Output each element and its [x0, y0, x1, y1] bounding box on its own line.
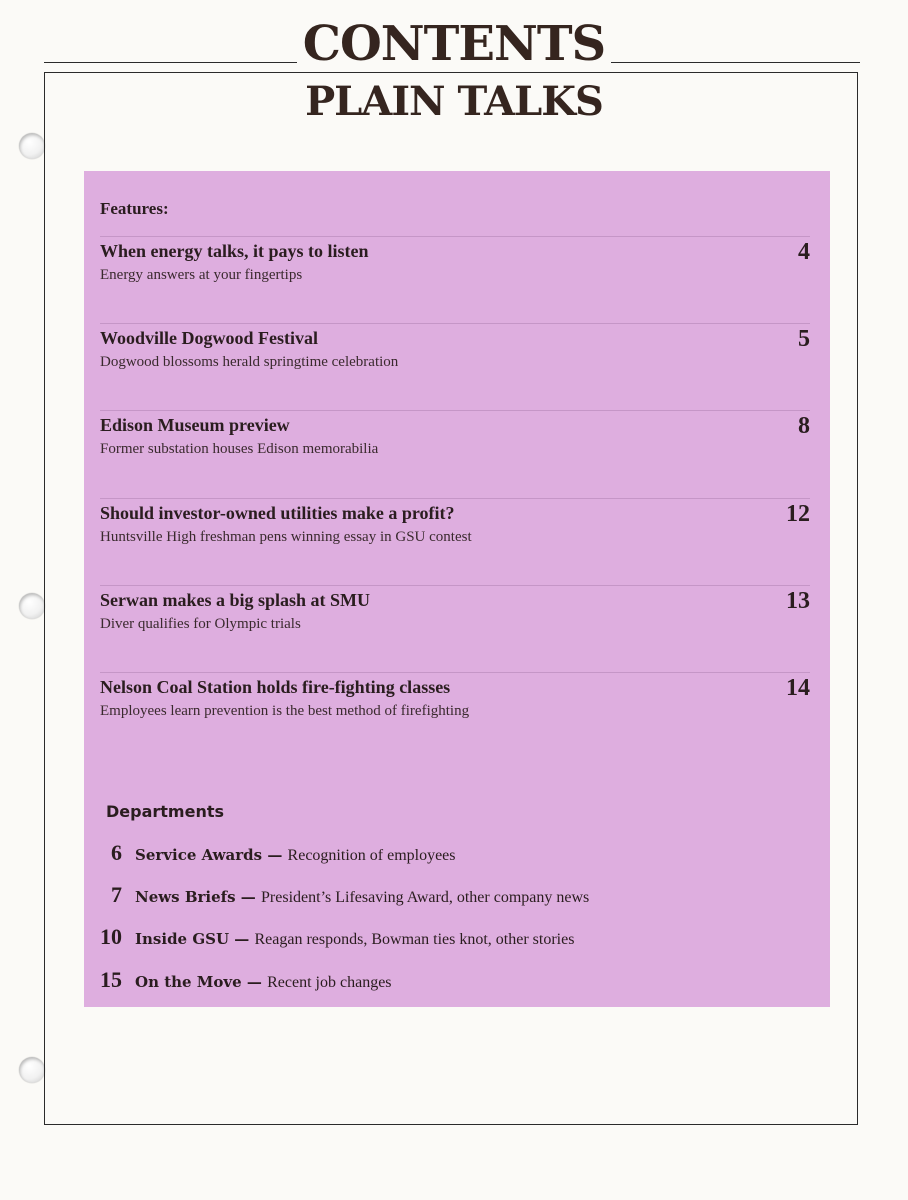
- feature-item[interactable]: [100, 585, 810, 666]
- department-entry: Inside GSU — Reagan responds, Bowman ties knot, other stories: [135, 930, 575, 948]
- department-item[interactable]: [94, 840, 794, 870]
- feature-subtitle: Employees learn prevention is the best method of firefighting: [100, 703, 470, 719]
- department-entry: News Briefs — President’s Lifesaving Award, other company news: [135, 888, 590, 906]
- department-page-number: 7: [111, 882, 122, 907]
- binder-hole-middle: [19, 593, 45, 619]
- feature-subtitle: Dogwood blossoms herald springtime celebration: [100, 354, 399, 370]
- feature-page-number: 12: [786, 501, 810, 527]
- department-title: News Briefs: [135, 888, 236, 906]
- feature-page-number: 4: [798, 239, 810, 265]
- department-item[interactable]: [94, 924, 794, 954]
- departments-label: Departments: [106, 802, 225, 821]
- department-description: Reagan responds, Bowman ties knot, other stories: [254, 931, 575, 948]
- department-title: Service Awards: [135, 846, 263, 864]
- feature-page-number: 14: [786, 675, 810, 701]
- department-item[interactable]: [94, 882, 794, 912]
- feature-title: Edison Museum preview: [100, 415, 290, 435]
- feature-subtitle: Energy answers at your fingertips: [100, 267, 303, 283]
- department-description: President’s Lifesaving Award, other company news: [261, 889, 590, 906]
- feature-item[interactable]: [100, 323, 810, 404]
- feature-title: When energy talks, it pays to listen: [100, 241, 369, 261]
- feature-item[interactable]: [100, 672, 810, 753]
- department-item[interactable]: [94, 967, 794, 997]
- feature-subtitle: Former substation houses Edison memorabilia: [100, 441, 379, 457]
- features-label: Features:: [100, 199, 169, 218]
- department-page-number: 6: [111, 840, 122, 865]
- feature-page-number: 8: [798, 413, 810, 439]
- department-entry: On the Move — Recent job changes: [135, 973, 392, 991]
- department-page-number: 15: [100, 967, 122, 992]
- department-description: Recognition of employees: [287, 847, 456, 864]
- binder-hole-bottom: [19, 1057, 45, 1083]
- feature-subtitle: Huntsville High freshman pens winning essay in GSU contest: [100, 529, 472, 545]
- feature-page-number: 13: [786, 588, 810, 614]
- department-page-number: 10: [100, 924, 122, 949]
- contents-panel: [84, 171, 830, 1007]
- masthead-contents: [0, 16, 908, 72]
- feature-title: Should investor-owned utilities make a profit?: [100, 503, 455, 523]
- department-title: Inside GSU: [135, 930, 230, 948]
- department-entry: Service Awards — Recognition of employees: [135, 846, 456, 864]
- binder-hole-top: [19, 133, 45, 159]
- feature-title: Serwan makes a big splash at SMU: [100, 590, 371, 610]
- feature-subtitle: Diver qualifies for Olympic trials: [100, 616, 301, 632]
- feature-page-number: 5: [798, 326, 810, 352]
- contents-heading: CONTENTS: [297, 16, 611, 72]
- feature-title: Woodville Dogwood Festival: [100, 328, 319, 348]
- department-title: On the Move: [135, 973, 242, 991]
- feature-item[interactable]: [100, 236, 810, 317]
- feature-item[interactable]: [100, 410, 810, 491]
- feature-item[interactable]: [100, 498, 810, 579]
- publication-title: PLAIN TALKS: [305, 78, 603, 125]
- feature-title: Nelson Coal Station holds fire-fighting classes: [100, 677, 451, 697]
- department-description: Recent job changes: [267, 974, 392, 991]
